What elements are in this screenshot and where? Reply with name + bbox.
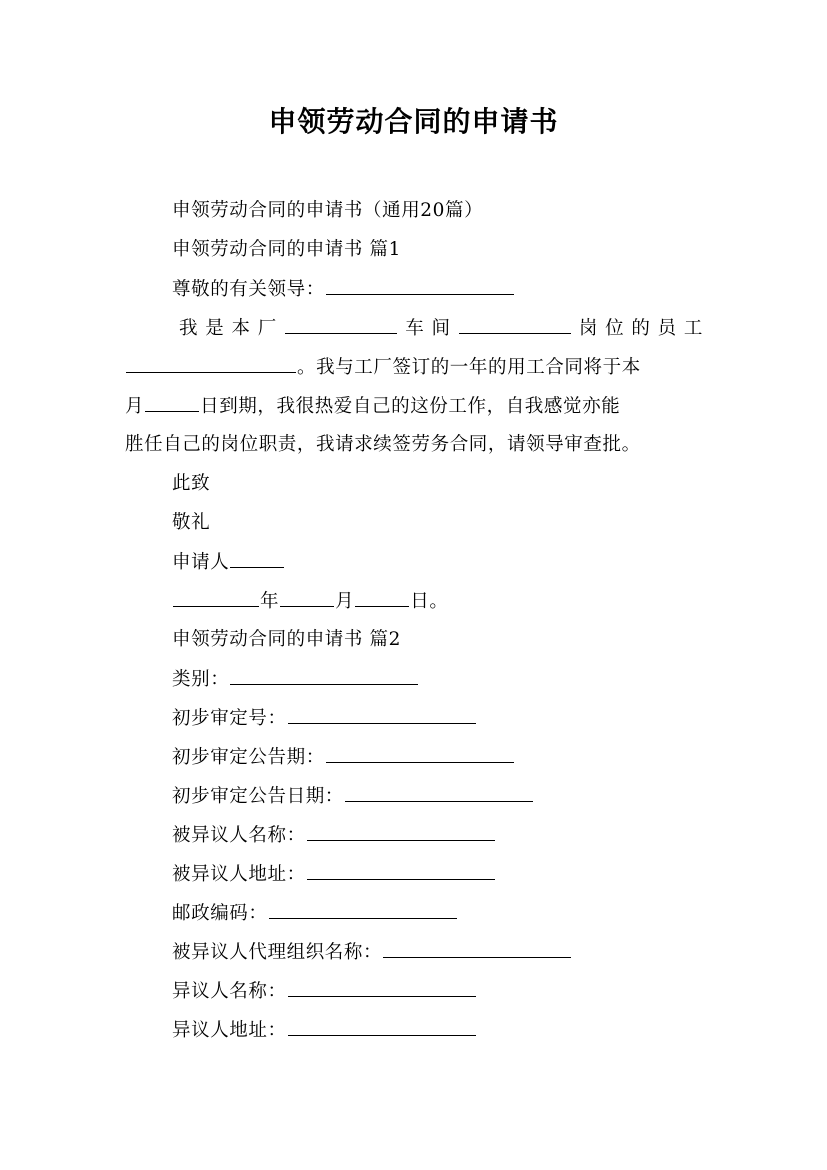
field-blank[interactable] [326, 742, 514, 763]
date-line [172, 586, 448, 617]
field-label: 邮政编码： [172, 903, 268, 924]
date-day-label: 日。 [410, 591, 449, 612]
body-text-month: 月 [125, 396, 145, 417]
field-label: 异议人名称： [172, 981, 287, 1002]
body-text-contract: 。我与工厂签订的一年的用工合同将于本 [297, 357, 641, 378]
closing-jingli: 敬礼 [172, 512, 211, 533]
field-row [172, 937, 572, 968]
field-label: 类别： [172, 669, 230, 690]
expiry-day-blank[interactable] [145, 391, 199, 412]
date-month-label: 月 [335, 591, 355, 612]
field-blank[interactable] [288, 1015, 476, 1036]
field-row [172, 820, 496, 851]
field-row [172, 664, 419, 695]
date-year-label: 年 [260, 591, 280, 612]
section2-heading: 申领劳动合同的申请书 篇2 [172, 629, 401, 650]
month-blank[interactable] [280, 586, 334, 607]
field-blank[interactable] [288, 976, 476, 997]
applicant-label: 申请人 [172, 552, 230, 573]
salutation-blank[interactable] [326, 274, 514, 295]
section1-heading: 申领劳动合同的申请书 篇1 [172, 239, 401, 260]
position-blank[interactable] [459, 313, 571, 334]
field-blank[interactable] [307, 859, 495, 880]
field-label: 初步审定号： [172, 708, 287, 729]
field-row [172, 1015, 477, 1046]
workshop-blank[interactable] [285, 313, 397, 334]
day-blank[interactable] [355, 586, 409, 607]
field-label: 被异议人地址： [172, 864, 306, 885]
applicant-line [172, 547, 285, 578]
salutation-line [172, 274, 515, 305]
body-text-workshop: 车间 [398, 318, 458, 339]
field-blank[interactable] [230, 664, 418, 685]
field-row [172, 898, 458, 929]
body-text-factory: 我是本厂 [179, 318, 285, 339]
field-row [172, 859, 496, 890]
field-label: 初步审定公告期： [172, 747, 325, 768]
field-row [172, 703, 477, 734]
field-blank[interactable] [383, 937, 571, 958]
closing-cizhi: 此致 [172, 473, 211, 494]
document-subtitle: 申领劳动合同的申请书（通用20篇） [172, 200, 484, 221]
body-line-1 [125, 313, 703, 344]
body-text-expiry: 日到期，我很热爱自己的这份工作，自我感觉亦能 [200, 396, 621, 417]
body-line-2 [125, 352, 703, 383]
field-blank[interactable] [288, 703, 476, 724]
employee-name-blank[interactable] [126, 352, 296, 373]
field-blank[interactable] [269, 898, 457, 919]
field-label: 异议人地址： [172, 1020, 287, 1041]
field-blank[interactable] [307, 820, 495, 841]
field-row [172, 976, 477, 1007]
field-label: 初步审定公告日期： [172, 786, 344, 807]
salutation-text: 尊敬的有关领导： [172, 279, 325, 300]
applicant-blank[interactable] [230, 547, 284, 568]
field-label: 被异议人代理组织名称： [172, 942, 383, 963]
field-label: 被异议人名称： [172, 825, 306, 846]
body-line-3 [125, 391, 703, 422]
field-row [172, 742, 515, 773]
year-blank[interactable] [173, 586, 259, 607]
field-blank[interactable] [345, 781, 533, 802]
body-text-employee: 岗位的员工 [571, 318, 703, 339]
document-title: 申领劳动合同的申请书 [268, 105, 559, 138]
field-row [172, 781, 534, 812]
body-line-4: 胜任自己的岗位职责，我请求续签劳务合同，请领导审查批。 [125, 434, 641, 455]
